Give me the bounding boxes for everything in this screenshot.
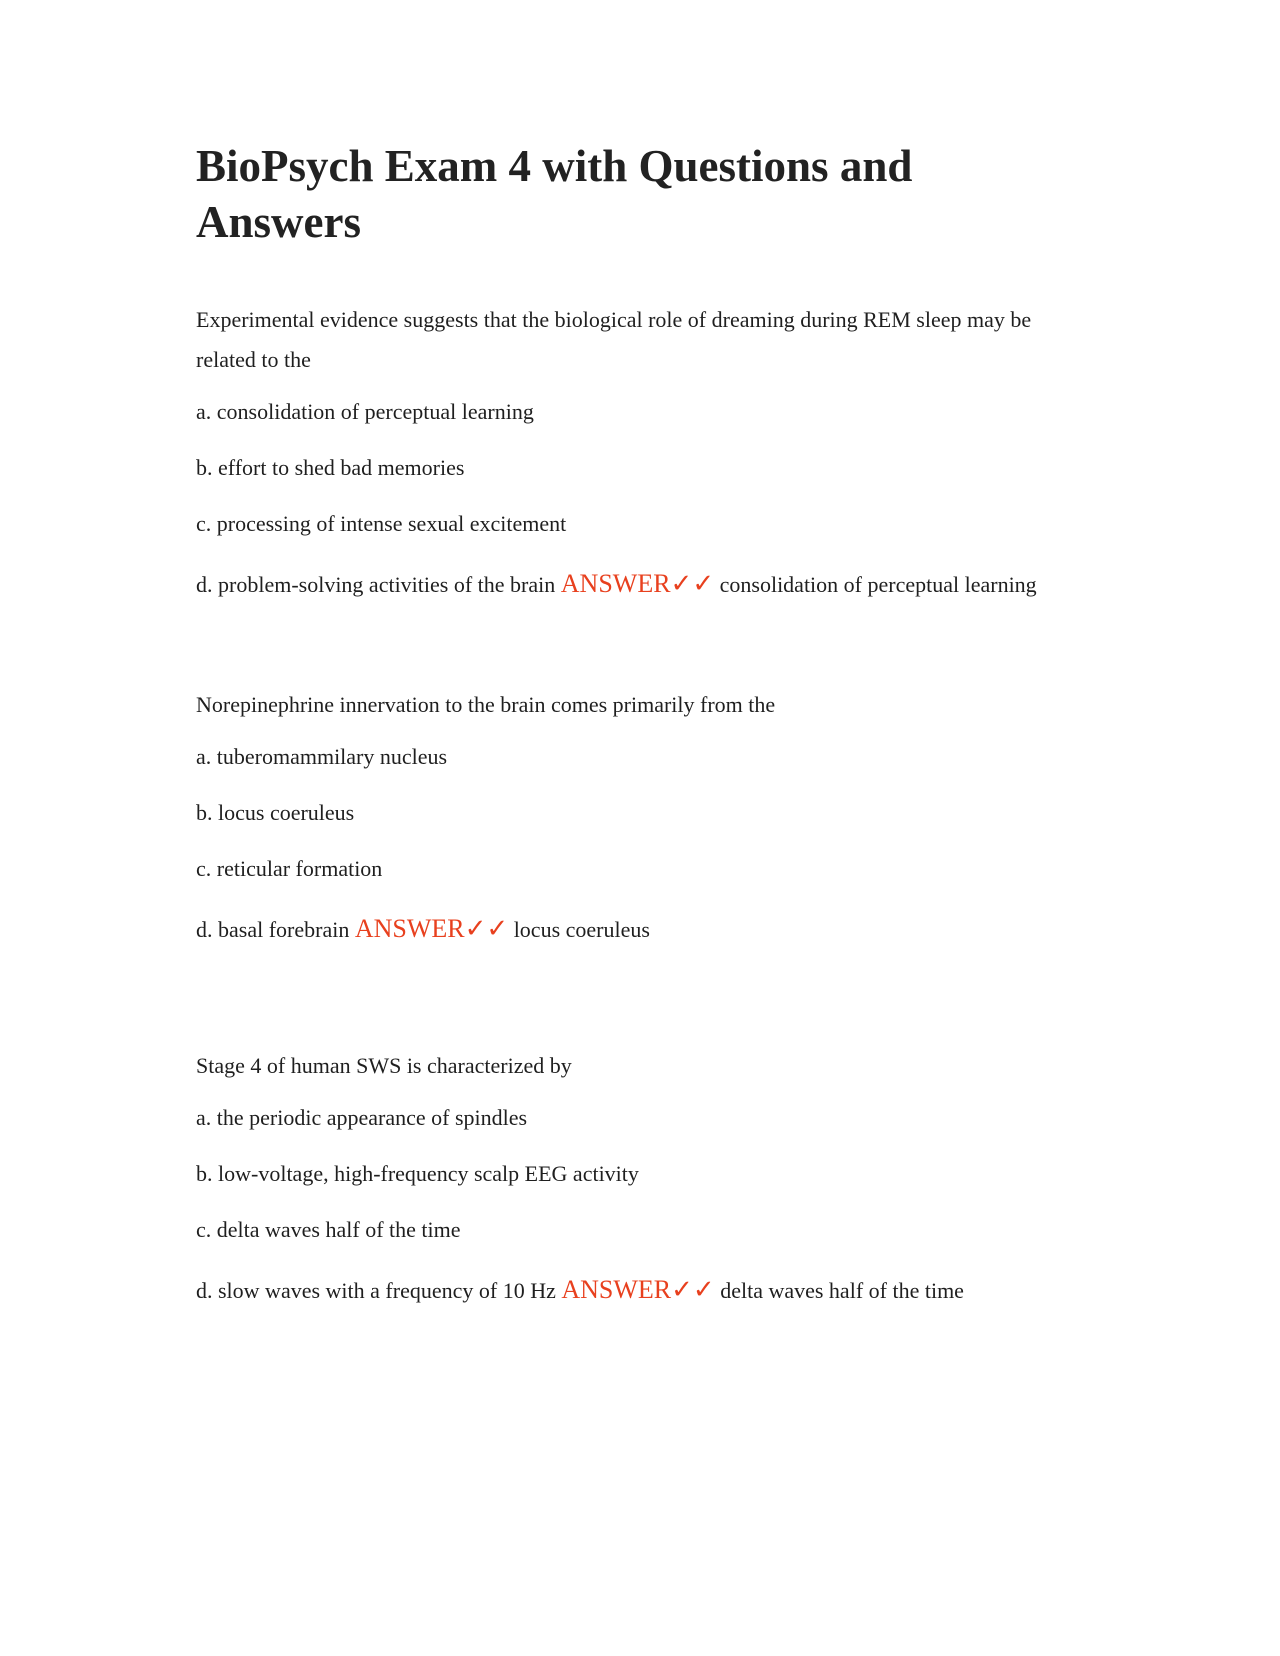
option-c: c. reticular formation xyxy=(196,856,383,881)
question-text: Experimental evidence suggests that the biological role of dreaming during REM sleep may be related to the xyxy=(196,307,1032,372)
option-a: a. consolidation of perceptual learning xyxy=(196,399,534,424)
option-c: c. delta waves half of the time xyxy=(196,1217,461,1242)
option-d-with-answer xyxy=(196,1266,1076,1315)
answer-label: ANSWER✓✓ xyxy=(354,914,509,943)
option-b: b. effort to shed bad memories xyxy=(196,455,465,480)
answer-label: ANSWER✓✓ xyxy=(561,1275,715,1304)
option-d: d. basal forebrain xyxy=(196,917,350,942)
document-title: BioPsych Exam 4 with Questions and Answers xyxy=(196,141,913,247)
option-b: b. low-voltage, high-frequency scalp EEG activity xyxy=(196,1161,639,1186)
answer-text: delta waves half of the time xyxy=(720,1278,964,1303)
document-page xyxy=(196,138,1076,1331)
option-d-with-answer xyxy=(196,560,1076,609)
option-d: d. slow waves with a frequency of 10 Hz xyxy=(196,1278,556,1303)
spacer xyxy=(196,625,1076,685)
question-text: Norepinephrine innervation to the brain comes primarily from the xyxy=(196,692,776,717)
spacer xyxy=(196,970,1076,1046)
answer-text: consolidation of perceptual learning xyxy=(719,572,1037,597)
option-a: a. tuberomammilary nucleus xyxy=(196,744,448,769)
option-d-with-answer xyxy=(196,905,1076,954)
answer-text: locus coeruleus xyxy=(513,917,650,942)
question-block-2 xyxy=(196,685,1076,954)
question-block-3 xyxy=(196,1046,1076,1315)
question-block-1 xyxy=(196,300,1076,609)
answer-label: ANSWER✓✓ xyxy=(560,569,715,598)
option-c: c. processing of intense sexual excitement xyxy=(196,511,567,536)
option-a: a. the periodic appearance of spindles xyxy=(196,1105,528,1130)
question-text: Stage 4 of human SWS is characterized by xyxy=(196,1053,572,1078)
option-d: d. problem-solving activities of the brain xyxy=(196,572,556,597)
option-b: b. locus coeruleus xyxy=(196,800,355,825)
